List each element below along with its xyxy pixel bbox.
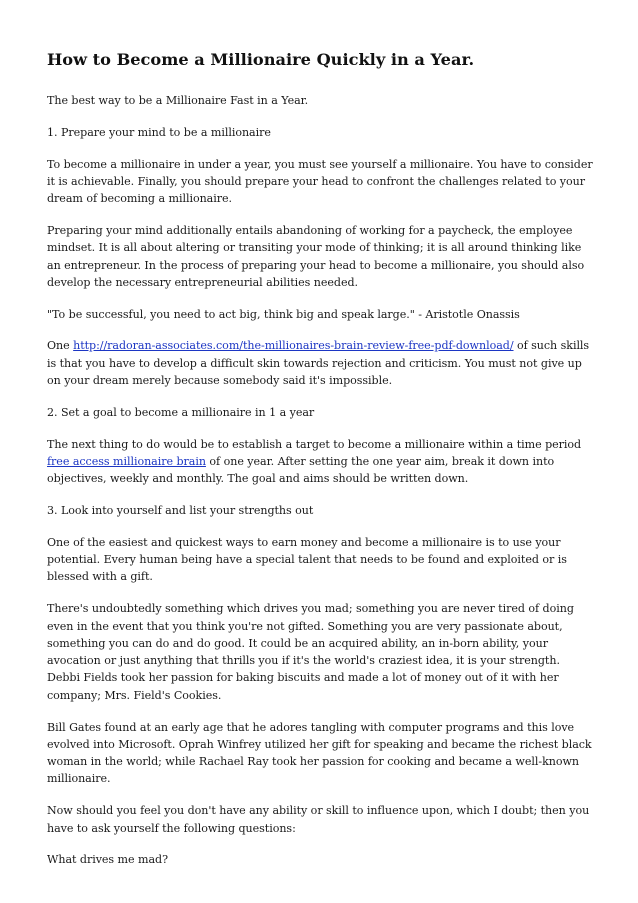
section-heading-2: 2. Set a goal to become a millionaire in 1 a year <box>47 405 315 419</box>
body-paragraph-with-link <box>47 436 595 488</box>
paragraph-text: The next thing to do would be to establish a target to become a millionaire within a time period <box>47 437 582 451</box>
quote-paragraph: "To be successful, you need to act big, think big and speak large." - Aristotle Onassis <box>47 307 520 321</box>
question-paragraph: What drives me mad? <box>47 853 168 867</box>
body-paragraph: There's undoubtedly something which drives you mad; something you are never tired of doing even in the event that you think you're not gifted. Something you are very passionate about, something you can do and do good. It could be an acquired ability, an in-born ability, your avocation or just anything that thrills you if it's the world's craziest idea, it is your strength. Debbi Fields took her passion for baking biscuits and made a lot of money out of it with her company; Mrs. Field's Cookies. <box>47 602 574 702</box>
paragraph-text: of such skills is that you have to develop a difficult skin towards rejection and criticism. You must not give up on your dream merely because somebody said it's impossible. <box>47 339 590 388</box>
body-paragraph: Bill Gates found at an early age that he adores tangling with computer programs and this love evolved into Microsoft. Oprah Winfrey utilized her gift for speaking and became the richest black woman in the world; while Rachael Ray took her passion for cooking and became a well-known millionaire. <box>47 720 592 786</box>
paragraph-text: One <box>47 339 74 353</box>
body-paragraph: To become a millionaire in under a year, you must see yourself a millionaire. You have to consider it is achievable. Finally, you should prepare your head to confront the challenges related to your dream of becoming a millionaire. <box>47 157 593 206</box>
paragraph-text: of one year. After setting the one year aim, break it down into objectives, weekly and monthly. The goal and aims should be written down. <box>47 454 555 486</box>
section-heading-1: 1. Prepare your mind to be a millionaire <box>47 125 271 139</box>
intro-paragraph: The best way to be a Millionaire Fast in a Year. <box>47 94 309 107</box>
free-access-link[interactable]: free access millionaire brain <box>47 454 206 468</box>
body-paragraph: One of the easiest and quickest ways to earn money and become a millionaire is to use your potential. Every human being have a special talent that needs to be found and exploited or is blessed with a gift. <box>47 535 567 584</box>
section-heading-3: 3. Look into yourself and list your strengths out <box>47 504 314 518</box>
body-paragraph-with-link <box>47 337 595 389</box>
document-page <box>47 50 595 883</box>
body-paragraph: Now should you feel you don't have any ability or skill to influence upon, which I doubt; then you have to ask yourself the following questions: <box>47 804 590 835</box>
body-paragraph: Preparing your mind additionally entails abandoning of working for a paycheck, the employee mindset. It is all about altering or transiting your mode of thinking; it is all around thinking like an entrepreneur. In the process of preparing your head to become a millionaire, you should also develop the necessary entrepreneurial abilities needed. <box>47 223 585 289</box>
review-link[interactable]: http://radoran-associates.com/the-millionaires-brain-review-free-pdf-download/ <box>73 339 514 353</box>
document-title: How to Become a Millionaire Quickly in a Year. <box>47 50 475 69</box>
